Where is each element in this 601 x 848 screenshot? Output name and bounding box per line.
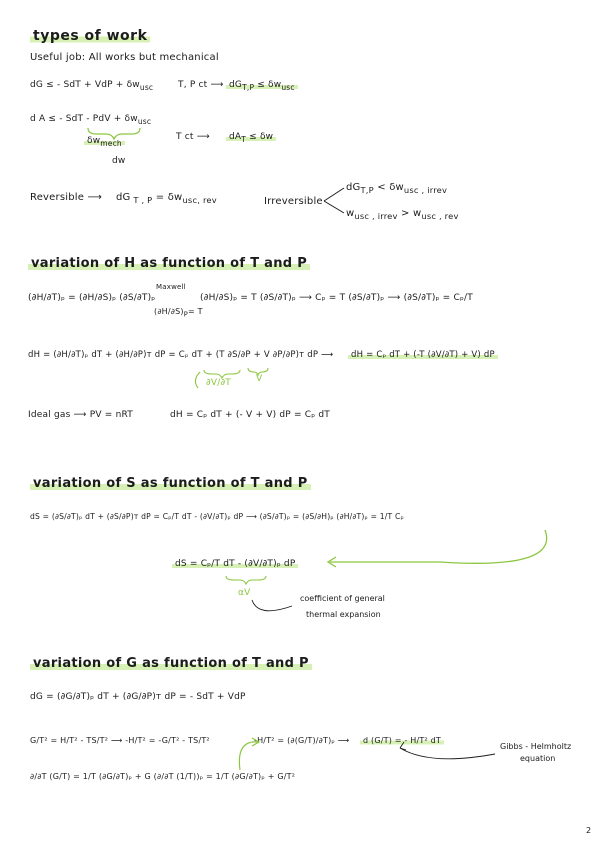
minus-h-derivative: -H/T² = (∂(G/T)/∂T)ₚ ⟶ [254, 736, 350, 745]
coef-note-line2: thermal expansion [306, 610, 381, 619]
arrow-gibbs-note [400, 748, 495, 759]
brace-top-label: $\delta w_{mech}$ [84, 136, 125, 148]
gibbs-note-line2: equation [520, 754, 556, 763]
quotient-rule-line: ∂/∂T (G/T) = 1/T (∂G/∂T)ₚ + G (∂/∂T (1/T))ₚ = 1/T (∂G/∂T)ₚ + G/T² [30, 772, 296, 781]
eq-dG-inequality: dG ≤ - SdT + VdP + $\delta w_{usc}$ [30, 80, 154, 92]
brace-alpha-v [226, 576, 266, 584]
irreversible-branch-top [324, 188, 344, 201]
section-title-types-of-work: types of work [30, 28, 150, 44]
g-t-squared-eq: G/T² = H/T² - TS/T² ⟶ -H/T² = -G/T² - TS/T² [30, 736, 210, 745]
dH-result: dH = Cₚ dT + (-T (∂V/∂T) + V) dP [348, 350, 498, 360]
cond-tv-constant: T ct ⟶ [176, 132, 210, 142]
dS-expansion: dS = (∂S/∂T)ₚ dT + (∂S/∂P)ᴛ dP = Cₚ/T dT - (∂V/∂T)ₚ dP ⟶ (∂S/∂T)ₚ = (∂S/∂H)ₚ (∂H/∂T)ₚ = 1/T Cₚ [30, 512, 404, 521]
result-dA-t: $dA_T \le \delta w$ [226, 132, 276, 144]
brace-dv-dt: ∂V/∂T [206, 378, 231, 388]
ideal-gas-law: Ideal gas ⟶ PV = nRT [28, 410, 133, 420]
useful-job-text: Useful job: All works but mechanical [30, 52, 219, 63]
dH-expansion: dH = (∂H/∂T)ₚ dT + (∂H/∂P)ᴛ dP = Cₚ dT + (T ∂S/∂P + V ∂P/∂P)ᴛ dP ⟶ [28, 350, 334, 360]
brace-v: V [256, 374, 263, 384]
section-title-variation-s: variation of S as function of T and P [30, 476, 311, 491]
dS-result: dS = Cₚ/T dT - (∂V/∂T)ₚ dP [172, 559, 298, 569]
maxwell-relation: $(\partial H/\partial S)_P= T$ [154, 307, 203, 319]
brace-dA-mech [88, 128, 140, 139]
alpha-v-label: αV [238, 588, 251, 598]
irreversible-branch-bottom [324, 201, 344, 213]
page-number: 2 [586, 826, 592, 835]
gibbs-helmholtz-result: d (G/T) = - H/T² dT [360, 736, 444, 745]
irreversible-bottom-eq: $w_{usc , irrev} > w_{usc , rev}$ [346, 208, 459, 221]
coef-note-line1: coefficient of general [300, 594, 385, 603]
brace-dH-right [248, 368, 268, 375]
eq-dA-inequality: d A ≤ - SdT - PdV + $\delta w_{usc}$ [30, 114, 152, 126]
arrow-alpha-note [252, 600, 292, 611]
irreversible-label: Irreversible [264, 196, 323, 207]
arrow-cp-to-dS [330, 530, 547, 563]
h-cp-derivation: (∂H/∂S)ₚ = T (∂S/∂T)ₚ ⟶ Cₚ = T (∂S/∂T)ₚ ⟶ (∂S/∂T)ₚ = Cₚ/T [200, 293, 473, 303]
arrow-g-up [239, 742, 258, 770]
cond-tp-constant: T, P ct ⟶ [178, 80, 224, 90]
dG-expansion: dG = (∂G/∂T)ₚ dT + (∂G/∂P)ᴛ dP = - SdT + VdP [30, 692, 246, 702]
h-chain-rule: (∂H/∂T)ₚ = (∂H/∂S)ₚ (∂S/∂T)ₚ [28, 293, 156, 303]
section-title-variation-g: variation of G as function of T and P [30, 656, 312, 671]
brace-dH-left [204, 370, 240, 378]
arrow-dH-loop [195, 372, 200, 388]
brace-bottom-label: dw [112, 156, 126, 166]
gibbs-note-line1: Gibbs - Helmholtz [500, 742, 572, 751]
reversible-equation: dG $_{T , P} = \delta w_{usc, rev}$ [116, 192, 217, 205]
irreversible-top-eq: $dG_{T,P} < \delta w_{usc , irrev}$ [346, 182, 448, 195]
ideal-gas-dH: dH = Cₚ dT + (- V + V) dP = Cₚ dT [170, 410, 330, 420]
section-title-variation-h: variation of H as function of T and P [28, 256, 310, 271]
maxwell-label: Maxwell [156, 283, 186, 291]
result-dG-tp: $dG_{T,P} \le \delta w_{usc}$ [226, 80, 298, 92]
reversible-label: Reversible ⟶ [30, 192, 103, 203]
